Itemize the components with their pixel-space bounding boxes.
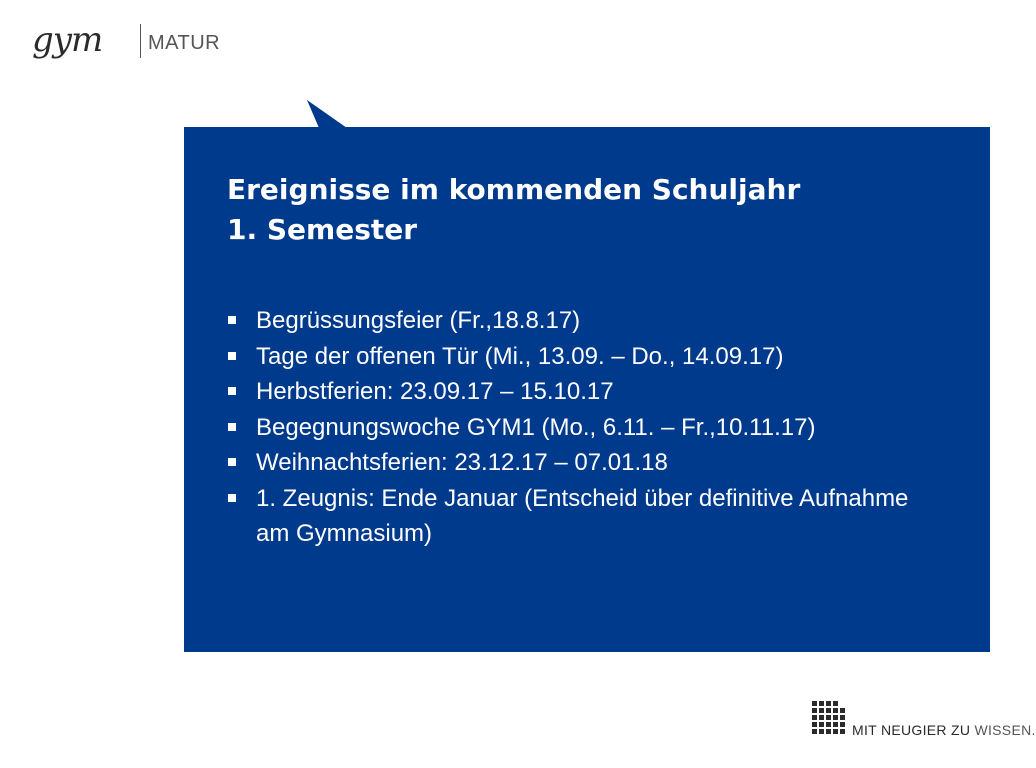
tagline-end: WISSEN. bbox=[974, 722, 1036, 738]
grid-dot bbox=[833, 729, 838, 734]
grid-dot bbox=[840, 708, 845, 713]
event-item bbox=[227, 445, 947, 481]
grid-dot bbox=[840, 729, 845, 734]
event-item-text: Begegnungswoche GYM1 (Mo., 6.11. – Fr.,10.11.17) bbox=[256, 413, 816, 441]
bullet-square-icon bbox=[228, 387, 236, 395]
footer-tagline bbox=[852, 722, 1036, 738]
event-item bbox=[227, 339, 947, 375]
slide-title-line-1: Ereignisse im kommenden Schuljahr bbox=[227, 173, 801, 206]
speech-bubble-tail bbox=[307, 100, 347, 128]
grid-dot bbox=[826, 708, 831, 713]
event-list bbox=[227, 303, 947, 552]
tagline-main: MIT NEUGIER ZU bbox=[852, 722, 975, 738]
grid-dot bbox=[833, 722, 838, 727]
bullet-square-icon bbox=[228, 494, 236, 502]
grid-dot bbox=[819, 708, 824, 713]
event-item-text: Tage der offenen Tür (Mi., 13.09. – Do., 14.09.17) bbox=[256, 342, 784, 370]
bullet-square-icon bbox=[228, 423, 236, 431]
grid-dot bbox=[812, 729, 817, 734]
grid-dot bbox=[826, 701, 831, 706]
bullet-square-icon bbox=[228, 458, 236, 466]
slide-title-line-2: 1. Semester bbox=[227, 213, 418, 246]
grid-dot bbox=[812, 708, 817, 713]
event-item bbox=[227, 481, 947, 552]
event-item bbox=[227, 303, 947, 339]
grid-dot bbox=[819, 715, 824, 720]
logo-gym-text: gym bbox=[32, 20, 103, 60]
logo-divider bbox=[140, 24, 141, 58]
grid-dot bbox=[840, 722, 845, 727]
grid-dot bbox=[826, 715, 831, 720]
grid-dot bbox=[826, 722, 831, 727]
grid-dot bbox=[833, 715, 838, 720]
dot-grid-logo-icon bbox=[812, 701, 848, 737]
grid-dot bbox=[840, 715, 845, 720]
slide-title bbox=[227, 170, 947, 250]
grid-dot bbox=[819, 729, 824, 734]
bullet-square-icon bbox=[228, 352, 236, 360]
grid-dot bbox=[826, 729, 831, 734]
event-item-text: 1. Zeugnis: Ende Januar (Entscheid über definitive Aufnahme am Gymnasium) bbox=[256, 484, 909, 547]
grid-dot bbox=[819, 701, 824, 706]
grid-dot bbox=[812, 715, 817, 720]
event-item-text: Weihnachtsferien: 23.12.17 – 07.01.18 bbox=[256, 449, 668, 476]
grid-dot bbox=[833, 708, 838, 713]
event-item bbox=[227, 410, 947, 446]
event-item-text: Begrüssungsfeier (Fr.,18.8.17) bbox=[256, 307, 581, 334]
bullet-square-icon bbox=[228, 316, 236, 324]
event-item-text: Herbstferien: 23.09.17 – 15.10.17 bbox=[256, 378, 614, 405]
grid-dot bbox=[833, 701, 838, 706]
event-item bbox=[227, 374, 947, 410]
grid-dot bbox=[812, 722, 817, 727]
grid-dot bbox=[812, 701, 817, 706]
grid-dot bbox=[819, 722, 824, 727]
logo-matur-text: MATUR bbox=[148, 32, 221, 54]
